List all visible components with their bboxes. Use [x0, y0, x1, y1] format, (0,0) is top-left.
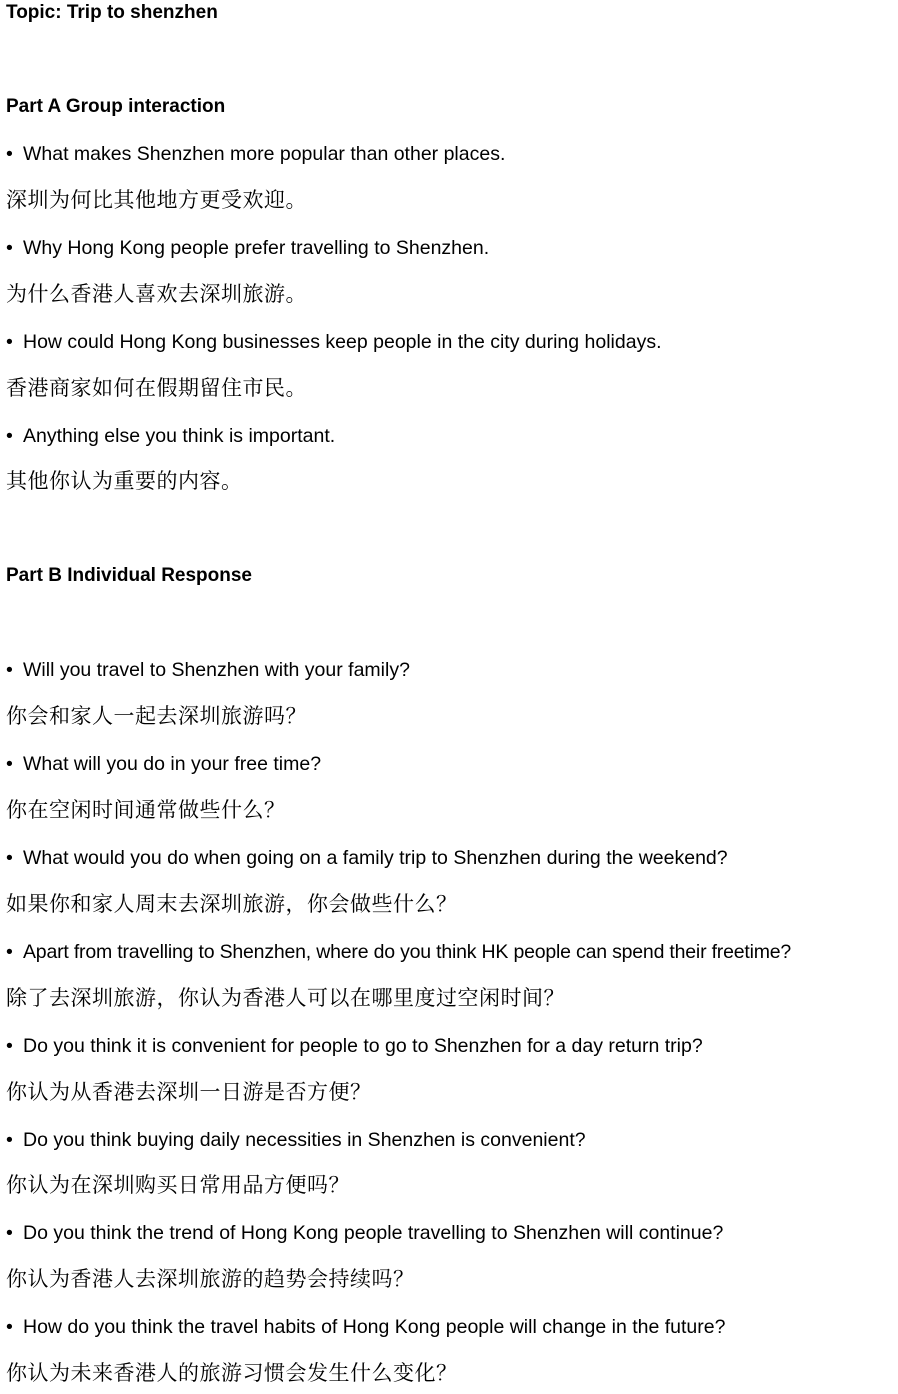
bullet-icon: •	[6, 143, 13, 165]
part-b-title: Part B Individual Response	[6, 565, 252, 586]
bullet-icon: •	[6, 237, 13, 259]
question-text-en: What will you do in your free time?	[23, 753, 322, 775]
part-a-question-1	[6, 141, 505, 167]
part-b-question-3	[6, 845, 728, 871]
question-text-en: How do you think the travel habits of Hong Kong people will change in the future?	[23, 1316, 726, 1338]
part-b-translation-8: 你认为未来香港人的旅游习惯会发生什么变化？	[6, 1361, 458, 1385]
bullet-icon: •	[6, 753, 13, 775]
bullet-icon: •	[6, 425, 13, 447]
part-a-translation-1: 深圳为何比其他地方更受欢迎。	[6, 188, 307, 212]
part-a-translation-3: 香港商家如何在假期留住市民。	[6, 376, 307, 400]
part-a-question-3	[6, 329, 661, 355]
question-text-en: Do you think it is convenient for people to go to Shenzhen for a day return trip?	[23, 1035, 703, 1057]
part-b-question-1	[6, 657, 410, 683]
bullet-icon: •	[6, 1129, 13, 1151]
part-a-title: Part A Group interaction	[6, 96, 226, 117]
part-b-question-7	[6, 1220, 723, 1246]
question-text-en: Do you think buying daily necessities in Shenzhen is convenient?	[23, 1129, 586, 1151]
question-text-en: Apart from travelling to Shenzhen, where do you think HK people can spend their freetime?	[23, 941, 792, 963]
topic-title: Topic: Trip to shenzhen	[6, 2, 218, 23]
part-a-question-4	[6, 423, 335, 449]
bullet-icon: •	[6, 941, 13, 963]
part-a-translation-4: 其他你认为重要的内容。	[6, 469, 243, 493]
question-text-en: Why Hong Kong people prefer travelling to Shenzhen.	[23, 237, 490, 259]
part-b-question-4	[6, 939, 791, 965]
bullet-icon: •	[6, 331, 13, 353]
bullet-icon: •	[6, 659, 13, 681]
part-a-translation-2: 为什么香港人喜欢去深圳旅游。	[6, 282, 307, 306]
bullet-icon: •	[6, 1222, 13, 1244]
part-b-translation-3: 如果你和家人周末去深圳旅游，你会做些什么？	[6, 892, 458, 916]
bullet-icon: •	[6, 847, 13, 869]
part-b-translation-7: 你认为香港人去深圳旅游的趋势会持续吗？	[6, 1267, 415, 1291]
part-b-translation-1: 你会和家人一起去深圳旅游吗？	[6, 704, 307, 728]
bullet-icon: •	[6, 1035, 13, 1057]
question-text-en: Anything else you think is important.	[23, 425, 336, 447]
part-b-question-6	[6, 1127, 586, 1153]
part-b-question-2	[6, 751, 321, 777]
question-text-en: What makes Shenzhen more popular than other places.	[23, 143, 506, 165]
part-b-question-5	[6, 1033, 703, 1059]
bullet-icon: •	[6, 1316, 13, 1338]
part-b-translation-6: 你认为在深圳购买日常用品方便吗？	[6, 1173, 350, 1197]
part-b-translation-2: 你在空闲时间通常做些什么？	[6, 798, 286, 822]
question-text-en: What would you do when going on a family trip to Shenzhen during the weekend?	[23, 847, 728, 869]
question-text-en: Will you travel to Shenzhen with your family?	[23, 659, 410, 681]
question-text-en: Do you think the trend of Hong Kong people travelling to Shenzhen will continue?	[23, 1222, 724, 1244]
question-text-en: How could Hong Kong businesses keep people in the city during holidays.	[23, 331, 662, 353]
part-a-question-2	[6, 235, 489, 261]
part-b-question-8	[6, 1314, 725, 1340]
part-b-translation-4: 除了去深圳旅游，你认为香港人可以在哪里度过空闲时间？	[6, 986, 565, 1010]
part-b-translation-5: 你认为从香港去深圳一日游是否方便？	[6, 1080, 372, 1104]
